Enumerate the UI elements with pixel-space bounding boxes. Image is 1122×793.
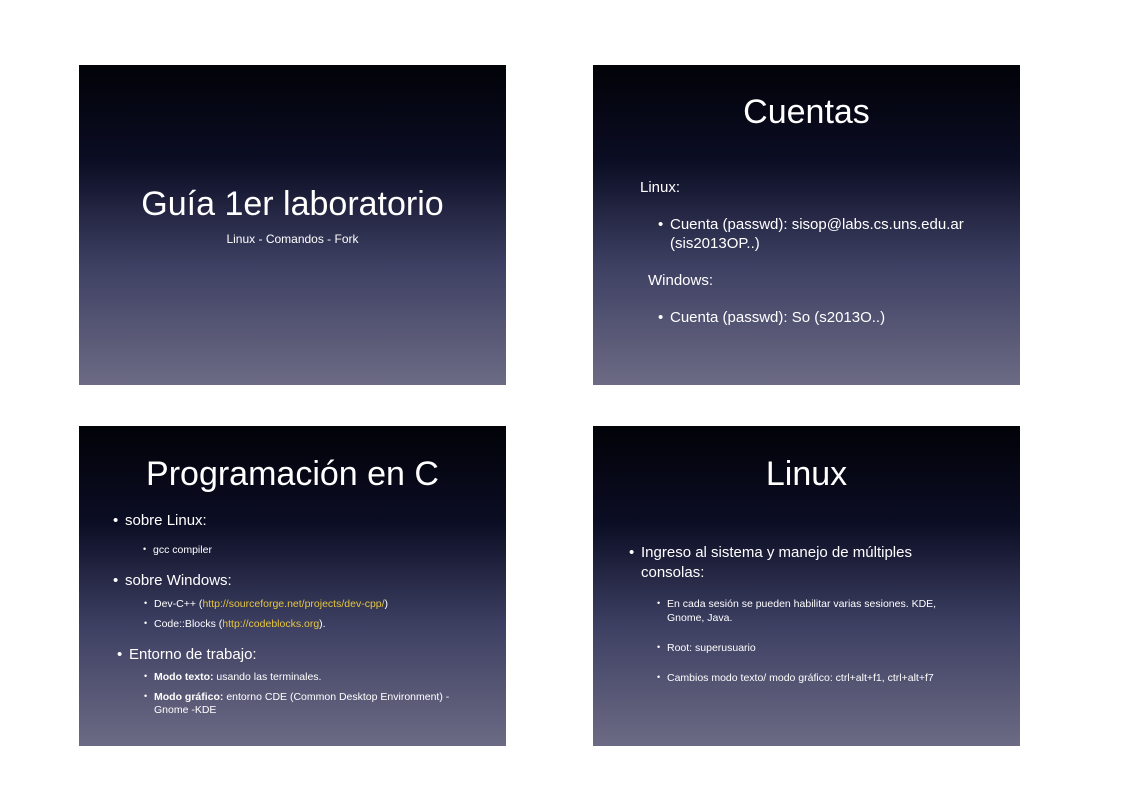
windows-account-item: • Cuenta (passwd): So (s2013O..) [670, 309, 885, 326]
slide-1 [79, 65, 506, 385]
slide-2-title: Cuentas [743, 93, 870, 131]
slide-4 [593, 426, 1020, 746]
linux-label: Linux: [640, 179, 681, 196]
sobre-linux-item: • sobre Linux: [125, 512, 207, 529]
root-item: • Root: superusuario [667, 642, 756, 654]
devcpp-link[interactable]: http://sourceforge.net/projects/dev-cpp/ [202, 598, 385, 610]
linux-account-item [670, 216, 964, 233]
sesiones-item: • En cada sesión se pueden habilitar varias sesiones. KDE, [667, 598, 936, 610]
linux-account-line1: Cuenta (passwd): sisop@labs.cs.uns.edu.ar [670, 216, 964, 233]
slide-2 [593, 65, 1020, 385]
codeblocks-link[interactable]: http://codeblocks.org [222, 618, 320, 630]
slide-3 [79, 426, 506, 746]
modo-grafico-line2: Gnome -KDE [154, 704, 217, 716]
slide-3-title: Programación en C [146, 455, 439, 493]
codeblocks-item: • Code::Blocks (http://codeblocks.org). [154, 618, 326, 630]
ingreso-line2: consolas: [641, 564, 705, 581]
linux-account-line2: (sis2013OP..) [670, 235, 760, 252]
windows-label: Windows: [648, 272, 714, 289]
modo-grafico-item: • Modo gráfico: entorno CDE (Common Desktop Environment) - [154, 691, 449, 703]
sesiones-line2: Gnome, Java. [667, 612, 733, 624]
slide-1-title: Guía 1er laboratorio [141, 185, 444, 223]
slide-1-subtitle: Linux - Comandos - Fork [226, 232, 359, 246]
sobre-windows-item: • sobre Windows: [125, 572, 232, 589]
slide-4-title: Linux [765, 455, 848, 493]
gcc-item: • gcc compiler [153, 544, 212, 556]
devcpp-item: • Dev-C++ (http://sourceforge.net/projects/dev-cpp/) [154, 598, 388, 610]
entorno-item: • Entorno de trabajo: [129, 646, 257, 663]
cambios-modo-item: • Cambios modo texto/ modo gráfico: ctrl+alt+f1, ctrl+alt+f7 [667, 672, 934, 684]
modo-texto-item: • Modo texto: usando las terminales. [154, 671, 321, 683]
ingreso-item: • Ingreso al sistema y manejo de múltiples [641, 544, 912, 561]
